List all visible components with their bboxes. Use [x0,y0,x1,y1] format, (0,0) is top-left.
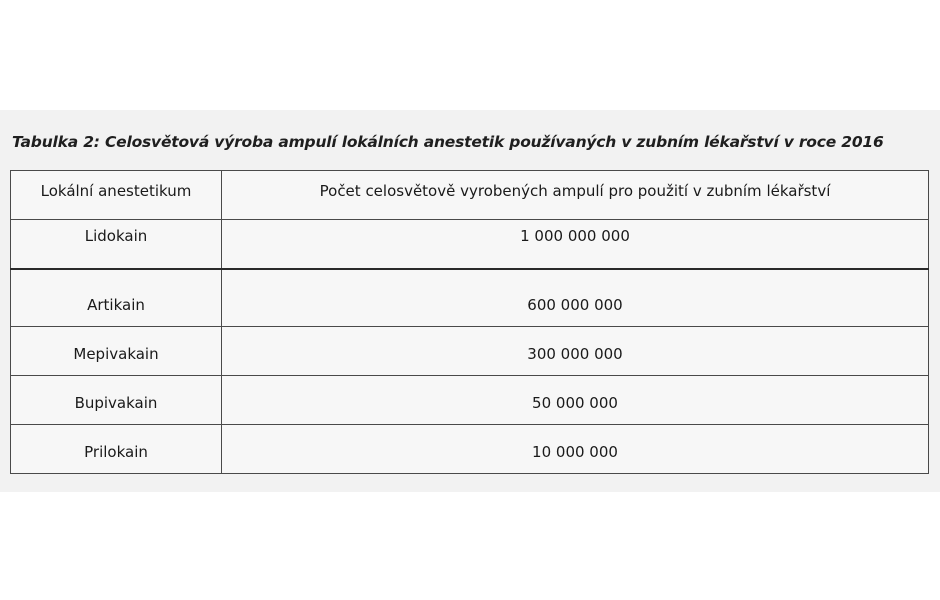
header-ampoule-count: Počet celosvětově vyrobených ampulí pro použití v zubním lékařství [222,171,929,220]
table-header-row [11,171,929,220]
anesthetic-name: Lidokain [11,220,222,269]
ampoule-count: 600 000 000 [222,269,929,327]
anesthetic-name: Artikain [11,269,222,327]
table-row [11,327,929,376]
table-row [11,425,929,474]
ampoule-count: 300 000 000 [222,327,929,376]
table-row [11,376,929,425]
ampoule-count: 50 000 000 [222,376,929,425]
table-row [11,220,929,269]
table-caption: Tabulka 2: Celosvětová výroba ampulí lokálních anestetik používaných v zubním lékařství v roce 2016 [12,133,884,151]
ampoule-count: 1 000 000 000 [222,220,929,269]
ampoule-count: 10 000 000 [222,425,929,474]
anesthetic-name: Prilokain [11,425,222,474]
anesthetics-table [10,170,929,474]
header-anesthetic: Lokální anestetikum [11,171,222,220]
anesthetic-name: Bupivakain [11,376,222,425]
table-row [11,269,929,327]
anesthetic-name: Mepivakain [11,327,222,376]
